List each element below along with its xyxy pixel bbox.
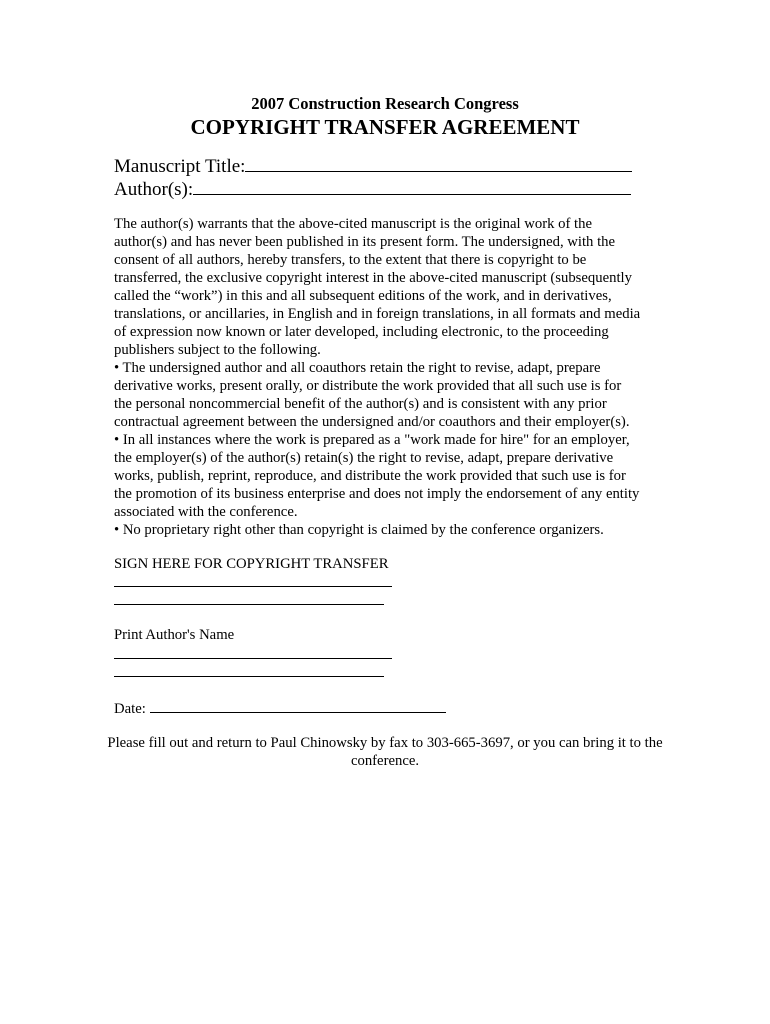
bullet-line: contractual agreement between the undersigned and/or coauthors and their employer(s). [114,414,630,430]
bullet-line: works, publish, reprint, reproduce, and distribute the work provided that such use is for [114,468,626,484]
agreement-line: translations, or ancillaries, in English and in foreign translations, in all formats and media [114,306,641,322]
date-line[interactable] [150,698,446,713]
page-title: COPYRIGHT TRANSFER AGREEMENT [190,115,580,139]
signature-line-1[interactable] [114,586,392,587]
bullet-line: • No proprietary right other than copyright is claimed by the conference organizers. [114,522,604,538]
date-field[interactable] [114,698,446,718]
print-name-line-1[interactable] [114,658,392,659]
agreement-line: publishers subject to the following. [114,342,321,358]
return-instructions: Please fill out and return to Paul Chinowsky by fax to 303-665-3697, or you can bring it to the conference. [107,735,663,769]
bullet-line: • In all instances where the work is prepared as a "work made for hire" for an employer, [114,432,630,448]
agreement-line: transferred, the exclusive copyright interest in the above-cited manuscript (subsequently [114,270,632,286]
bullet-line: the promotion of its business enterprise and does not imply the endorsement of any entity [114,486,640,502]
bullet-line: • The undersigned author and all coauthors retain the right to revise, adapt, prepare [114,360,601,376]
signature-line-2[interactable] [114,604,384,605]
agreement-line: author(s) and has never been published in its present form. The undersigned, with the [114,234,616,250]
agreement-line: of expression now known or later developed, including electronic, to the proceeding [114,324,609,340]
agreement-text [114,215,674,539]
print-name-label: Print Author's Name [114,627,235,643]
authors-field[interactable] [114,176,631,201]
print-name-line-2[interactable] [114,676,384,677]
bullet-line: associated with the conference. [114,504,298,520]
conference-name: 2007 Construction Research Congress [251,94,519,113]
bullet-line: the employer(s) of the author(s) retain(s) the right to revise, adapt, prepare derivative [114,450,614,466]
sign-here-label: SIGN HERE FOR COPYRIGHT TRANSFER [114,556,389,572]
agreement-line: called the “work”) in this and all subsequent editions of the work, and in derivatives, [114,288,612,304]
date-label: Date: [114,701,146,717]
agreement-line: The author(s) warrants that the above-cited manuscript is the original work of the [114,216,593,232]
manuscript-title-field[interactable] [114,153,632,178]
authors-line[interactable] [193,176,631,195]
bullet-line: the personal noncommercial benefit of the author(s) and is consistent with any prior [114,396,607,412]
authors-label: Author(s): [114,179,194,200]
manuscript-title-line[interactable] [245,153,632,172]
manuscript-title-label: Manuscript Title: [114,156,246,177]
agreement-line: consent of all authors, hereby transfers, to the extent that there is copyright to be [114,252,587,268]
bullet-line: derivative works, present orally, or distribute the work provided that all such use is for [114,378,622,394]
